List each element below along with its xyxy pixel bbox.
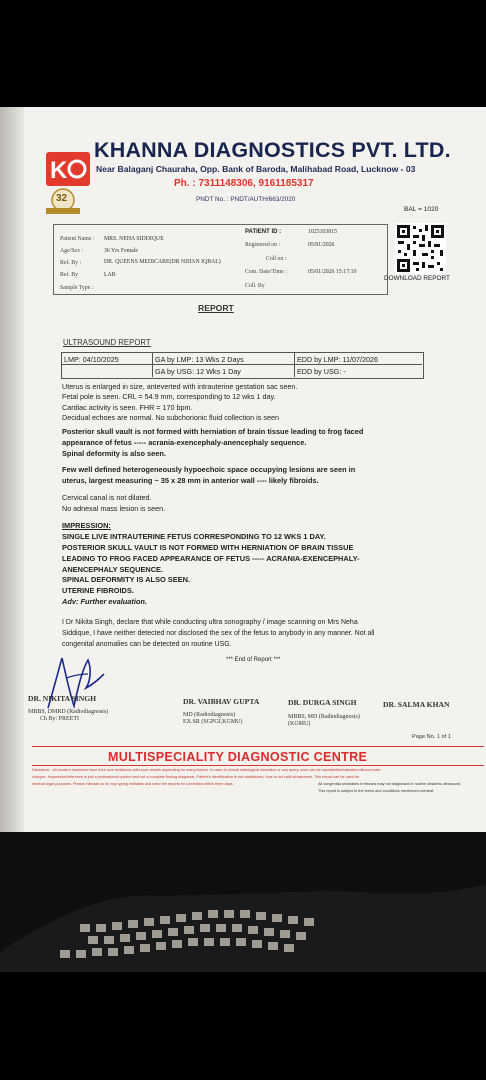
finding-line: No adnexal mass lesion is seen.	[62, 504, 166, 513]
referred-at: LAB	[104, 272, 116, 278]
impression-line: UTERINE FIBROIDS.	[62, 586, 134, 595]
footer-line	[32, 746, 484, 747]
patient-id-label: PATIENT ID :	[245, 229, 282, 235]
background-fabric	[0, 832, 486, 972]
download-report-link[interactable]: DOWNLOAD REPORT	[384, 275, 450, 282]
impression-line: LEADING TO FROG FACED APPEARANCE OF FETUS ----- ACRANIA-EXENCEPHALY-	[62, 554, 360, 563]
finding-line: Decidual echoes are normal. No subchorionic fluid collection is seen	[62, 413, 279, 422]
doctor-degree: MBBS, MD (Radiodiagnosis)	[288, 714, 360, 720]
patient-age: 36 Yrs Female	[104, 248, 138, 254]
finding-bold-line: Few well defined heterogeneously hypoechoic space occupying lesions are seen in	[62, 465, 356, 474]
declaration-line: congenital anomalies can be detected on routine USG.	[62, 641, 232, 648]
finding-bold-line: Posterior skull vault is not formed with herniation of brain tissue leading to frog faced	[62, 427, 364, 436]
registered-date: 05/01/2026	[308, 242, 335, 248]
note-line: This report is subject to the terms and conditions mentioned overleaf.	[318, 789, 435, 793]
disclaimer-line: charges. Impression/inference is just a professional opinion and not a complete finding diagnosis. Patient's identification is not established, thus is not valid whatsoever. This report can be used for	[32, 775, 360, 779]
centre-banner: MULTISPECIALITY DIAGNOSTIC CENTRE	[108, 750, 368, 764]
refat-label: Ref. By	[60, 272, 79, 278]
advice-line: Adv: Further evaluation.	[62, 597, 148, 606]
company-address: Near Balaganj Chauraha, Opp. Bank of Baroda, Malihabad Road, Lucknow - 03	[96, 164, 416, 174]
doctor-degree: Ch By: PREETI	[40, 716, 80, 722]
impression-line: ANENCEPHALY SEQUENCE.	[62, 565, 164, 574]
ultrasound-report-title: ULTRASOUND REPORT	[63, 338, 151, 347]
qr-code-icon[interactable]	[395, 223, 446, 274]
disclaimer-line: Disclaimer : All modern machines have their own limitations with scan results depending on many factors. In case of clinical radiological mismatch or any query, scan can be repeated/reevaluated without extra	[32, 768, 381, 772]
doctor-degree: MD (Radiodiagnosis)	[183, 712, 236, 718]
company-name: KHANNA DIAGNOSTICS PVT. LTD.	[94, 138, 451, 162]
years-number: 32	[56, 193, 68, 204]
refby-label: Ref. By :	[60, 260, 82, 266]
note-line: All congenital anomalies in fetuses may not diagnosed in routine obstetric ultrasound.	[318, 782, 462, 786]
table-cell: GA by USG: 12 Wks 1 Day	[155, 367, 241, 376]
referred-by: DR. QUEENS MEDICARE(DR NIHAN IQBAL)	[104, 259, 221, 265]
registered-label: Registered on :	[245, 242, 281, 248]
table-col-divider	[152, 352, 153, 377]
svg-text:K: K	[50, 157, 68, 184]
doctor-name: DR. VAIBHAV GUPTA	[183, 697, 260, 706]
table-cell: GA by LMP: 13 Wks 2 Days	[155, 355, 244, 364]
bal-code: BAL = 1020	[404, 206, 439, 213]
table-divider	[61, 364, 422, 365]
patient-name-label: Patient Name :	[60, 236, 95, 242]
doctor-degree: MBBS, DMRD (Radiodiagnosis)	[28, 709, 109, 715]
report-title: REPORT	[198, 303, 234, 313]
doctor-degree: EX.SR (SGPGI,KGMU)	[183, 719, 243, 725]
page-number: Page No. 1 of 1	[412, 734, 451, 740]
coll-on-label: Coll on :	[266, 256, 287, 262]
finding-bold-line: appearance of fetus ----- acrania-exencephaly-anencephaly sequence.	[62, 438, 307, 447]
company-logo-icon	[46, 152, 90, 186]
end-of-report: *** End of Report ***	[226, 657, 281, 663]
table-col-divider	[294, 352, 295, 377]
finding-line: Uterus is enlarged in size, anteverted with intrauterine gestation sac seen.	[62, 382, 298, 391]
company-phone: Ph. : 7311148306, 9161185317	[174, 178, 314, 189]
doctor-name: DR. NIKITA SINGH	[28, 694, 97, 703]
patient-name: MRS. NEHA SIDDIQUE	[104, 236, 164, 242]
finding-line: Cardiac activity is seen. FHR = 170 bpm.	[62, 403, 193, 412]
com-datetime: 05/01/2026 15:17:10	[308, 269, 357, 275]
declaration-line: Siddique, I have neither detected nor disclosed the sex of the fetus to anybody in any manner. Not all	[62, 630, 375, 637]
paper-shadow	[0, 107, 24, 832]
impression-title: IMPRESSION:	[62, 521, 111, 530]
table-cell: EDD by USG: -	[297, 367, 346, 376]
doctor-name: DR. DURGA SINGH	[288, 698, 357, 707]
footer-line	[32, 765, 484, 766]
impression-line: SINGLE LIVE INTRAUTERINE FETUS CORRESPONDING TO 12 WKS 1 DAY.	[62, 532, 326, 541]
impression-line: SPINAL DEFORMITY IS ALSO SEEN.	[62, 575, 190, 584]
impression-line: POSTERIOR SKULL VAULT IS NOT FORMED WITH HERNIATION OF BRAIN TISSUE	[62, 543, 354, 552]
finding-line: Fetal pole is seen. CRL = 54.9 mm, corresponding to 12 wks 1 day.	[62, 392, 276, 401]
sample-type-label: Sample Type :	[60, 285, 94, 291]
coll-by-label: Coll. By	[245, 283, 265, 289]
table-cell: LMP: 04/10/2025	[64, 355, 119, 364]
com-label: Com. Date/Time :	[245, 269, 287, 275]
pndt-number: PNDT No. : PNDT/AUTH/663/2020	[196, 196, 296, 203]
declaration-line: I Dr Nikita Singh, declare that while conducting ultra sonography / image scanning on Mrs Neha	[62, 619, 358, 626]
patient-id: 1025103815	[308, 229, 337, 235]
table-cell: EDD by LMP: 11/07/2026	[297, 355, 378, 364]
doctor-signature-icon	[40, 648, 110, 718]
doctor-degree: (KGMU)	[288, 721, 311, 727]
doctor-name: DR. SALMA KHAN	[383, 700, 450, 709]
finding-bold-line: Spinal deformity is also seen.	[62, 449, 166, 458]
disclaimer-line: medical legal purposes. Please intimate us for any typing mistakes and send the reports for correction within three days.	[32, 782, 234, 786]
finding-bold-line: uterus, largest measuring ~ 35 x 28 mm in anterior wall ---- likely fibroids.	[62, 476, 319, 485]
finding-line: Cervical canal is not dilated.	[62, 493, 152, 502]
age-label: Age/Sex :	[60, 248, 84, 254]
